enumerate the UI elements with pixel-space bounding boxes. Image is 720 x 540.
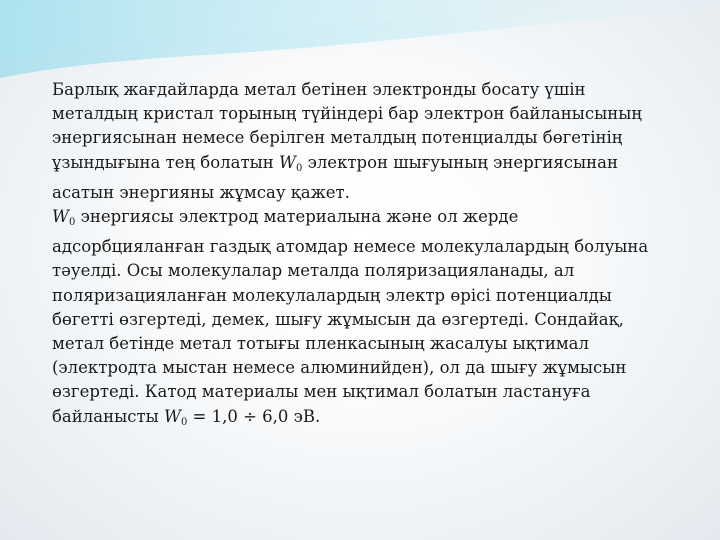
text-fragment: ұзындығына тең болатын [52,152,279,172]
text-line: адсорбцияланған газдық атомдар немесе молекулалардың болуына [52,237,649,257]
text-line: металдың кристал торының түйіндері бар электрон байланысының [52,104,642,124]
main-text [52,78,682,435]
text-line: бөгетті өзгертеді, демек, шығу жұмысын да өзгертеді. Сондайақ, [52,309,624,329]
text-line: асатын энергияны жұмсау қажет. [52,182,350,202]
text-line [52,205,682,235]
work-function-symbol [279,153,302,172]
text-fragment: энергиясы электрод материалына және ол жерде [75,207,519,227]
decorative-wave [0,0,720,90]
work-function-symbol [52,207,76,229]
variable-w: W [52,207,69,227]
variable-w: W [163,406,181,426]
variable-w: W [279,152,296,172]
text-line: өзгертеді. Катод материалы мен ықтимал болатын ластануға [52,382,591,402]
text-fragment: байланысты [52,406,164,426]
text-line: тәуелді. Осы молекулалар металда поляризацияланады, ал [52,261,575,281]
text-line [52,151,682,181]
subscript-zero: 0 [180,416,188,428]
text-line: энергиясынан немесе берілген металдың потенциалды бөгетінің [52,128,623,148]
text-line: поляризацияланған молекулалардың электр өрісі потенциалды [52,285,612,305]
text-line: (электродта мыстан немесе алюминийден), ол да шығу жұмысын [52,358,627,378]
work-function-symbol [164,407,187,426]
subscript-zero: 0 [68,217,76,229]
text-line: метал бетінде метал тотығы пленкасының жасалуы ықтимал [52,334,589,354]
text-line [52,405,682,435]
text-line: Барлық жағдайларда метал бетінен электронды босату үшін [52,80,586,99]
text-fragment: = 1,0 ÷ 6,0 эВ. [187,406,321,426]
text-fragment: электрон шығуының энергиясынан [302,152,618,172]
subscript-zero: 0 [295,162,303,174]
